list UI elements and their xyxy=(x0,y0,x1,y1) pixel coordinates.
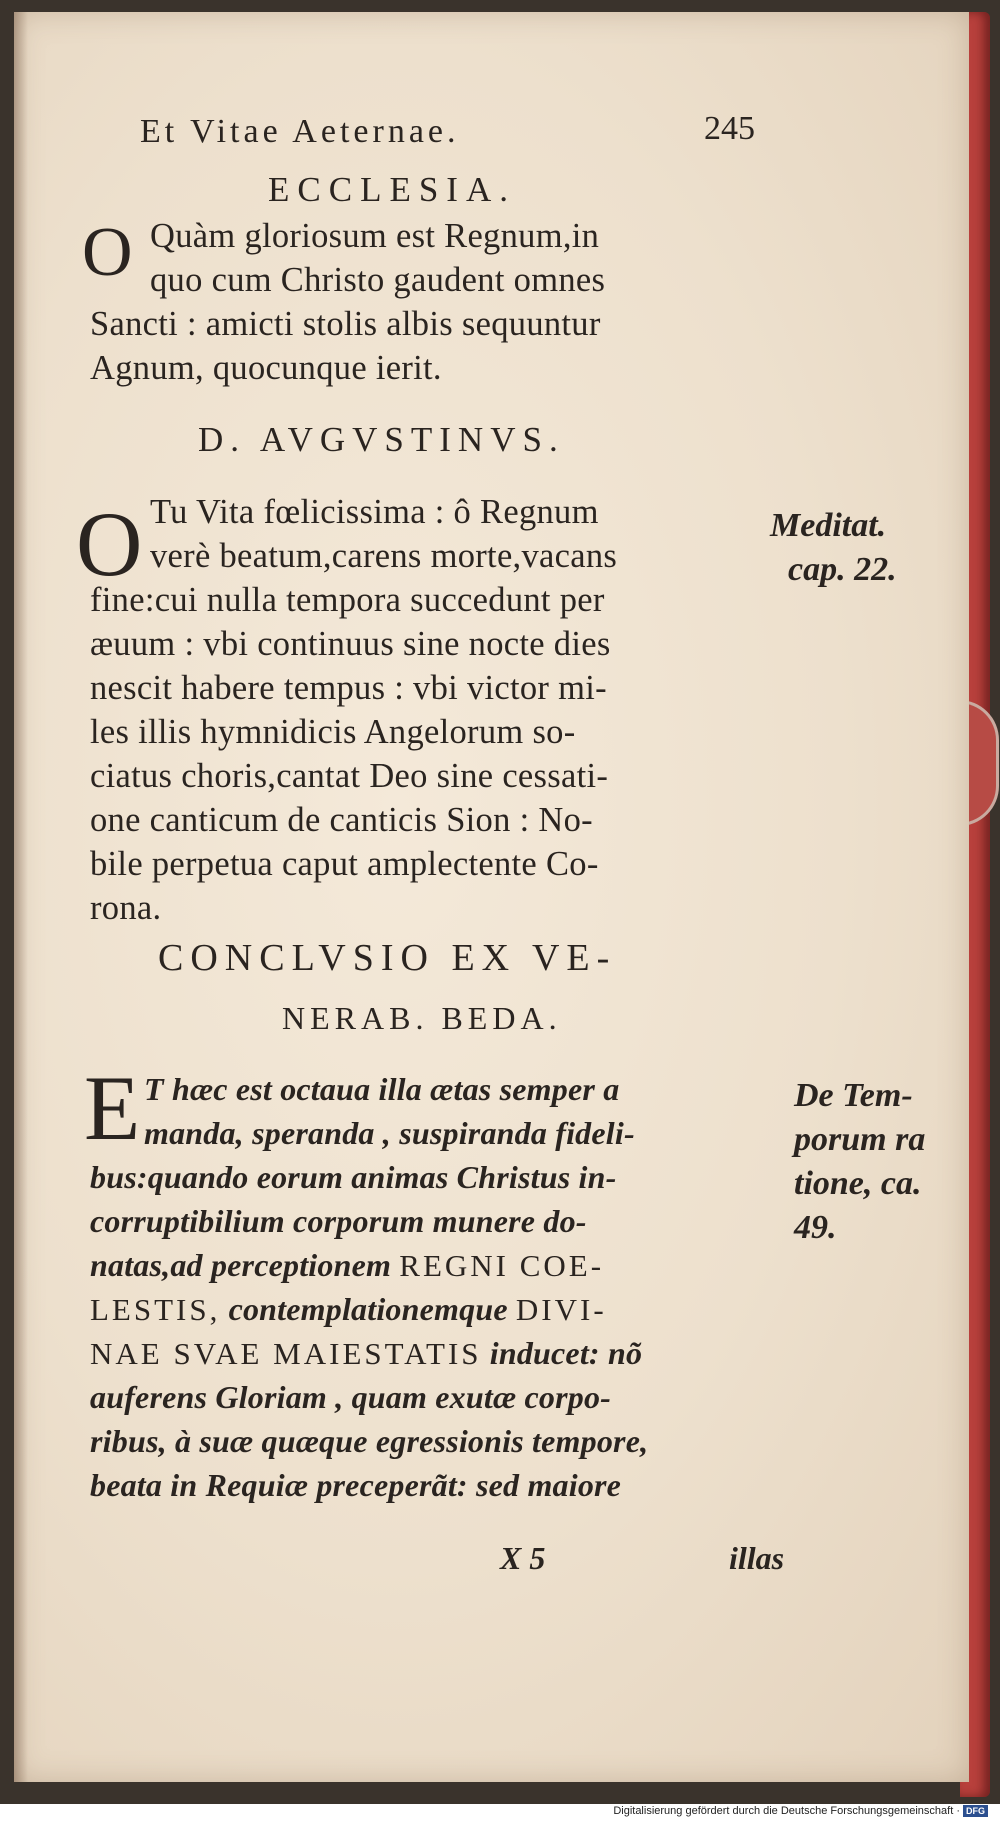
text-line: manda, speranda , suspiranda fideli- xyxy=(144,1115,635,1151)
section-heading-conclusio: CONCLVSIO EX VE- xyxy=(158,937,617,979)
margin-note-line: tione, ca. xyxy=(794,1165,922,1202)
running-title: Et Vitae Aeternae. xyxy=(140,113,460,150)
text-line: bus:quando eorum animas Christus in- xyxy=(90,1159,617,1195)
text-line: les illis hymnidicis Angelorum so- xyxy=(90,713,576,751)
text-line: Sancti : amicti stolis albis sequuntur xyxy=(90,305,601,343)
text-line: fine:cui nulla tempora succedunt per xyxy=(90,581,605,619)
text-line: beata in Requiæ preceperãt: sed maiore xyxy=(90,1467,622,1503)
book-page xyxy=(14,12,969,1782)
margin-note-line: Meditat. xyxy=(770,507,887,544)
text-line: LESTIS, contemplationemque DIVI- xyxy=(90,1291,607,1327)
text-line: ciatus choris,cantat Deo sine cessati- xyxy=(90,757,609,795)
dfg-logo: DFG xyxy=(963,1805,988,1817)
text-line: Agnum, quocunque ierit. xyxy=(90,349,442,387)
paragraph-augustinus xyxy=(90,490,790,930)
margin-note-line: porum ra xyxy=(794,1121,926,1158)
text-line: Tu Vita fœlicissima : ô Regnum xyxy=(150,493,599,531)
text-line: T hæc est octaua illa ætas semper a xyxy=(144,1071,620,1107)
paragraph-ecclesia xyxy=(90,214,790,390)
signature-mark: X 5 xyxy=(500,1540,546,1576)
text-line: æuum : vbi continuus sine nocte dies xyxy=(90,625,611,663)
margin-note-line: De Tem- xyxy=(794,1077,913,1114)
section-heading-ecclesia: ECCLESIA. xyxy=(268,170,516,209)
drop-cap: O xyxy=(82,214,133,291)
section-heading-beda: NERAB. BEDA. xyxy=(282,1000,562,1036)
section-heading-augustinus: D. AVGVSTINVS. xyxy=(198,420,565,459)
text-line: bile perpetua caput amplectente Co- xyxy=(90,845,599,883)
digitization-credit xyxy=(613,1803,988,1819)
text-line: rona. xyxy=(90,889,162,927)
drop-cap: E xyxy=(84,1057,141,1159)
text-line: auferens Gloriam , quam exutæ corpo- xyxy=(90,1379,611,1415)
margin-note-meditat xyxy=(770,504,897,592)
text-line: nescit habere tempus : vbi victor mi- xyxy=(90,669,607,707)
text-line: NAE SVAE MAIESTATIS inducet: nõ xyxy=(90,1335,643,1371)
margin-note-line: 49. xyxy=(794,1209,837,1246)
text-line: quo cum Christo gaudent omnes xyxy=(150,261,606,299)
text-line: Quàm gloriosum est Regnum,in xyxy=(150,217,600,255)
margin-note-line: cap. 22. xyxy=(788,551,897,588)
text-line: natas,ad perceptionem REGNI COE- xyxy=(90,1247,605,1283)
text-line: verè beatum,carens morte,vacans xyxy=(150,537,618,575)
page-number: 245 xyxy=(704,110,755,147)
paragraph-beda xyxy=(90,1067,790,1507)
text-line: corruptibilium corporum munere do- xyxy=(90,1203,587,1239)
text-line: one canticum de canticis Sion : No- xyxy=(90,801,593,839)
margin-note-de-temporum xyxy=(794,1074,925,1250)
credit-text: Digitalisierung gefördert durch die Deutsche Forschungsgemeinschaft · xyxy=(613,1805,960,1817)
text-line: ribus, à suæ quæque egressionis tempore, xyxy=(90,1423,649,1459)
catchword: illas xyxy=(729,1540,785,1576)
drop-cap: O xyxy=(76,493,143,595)
